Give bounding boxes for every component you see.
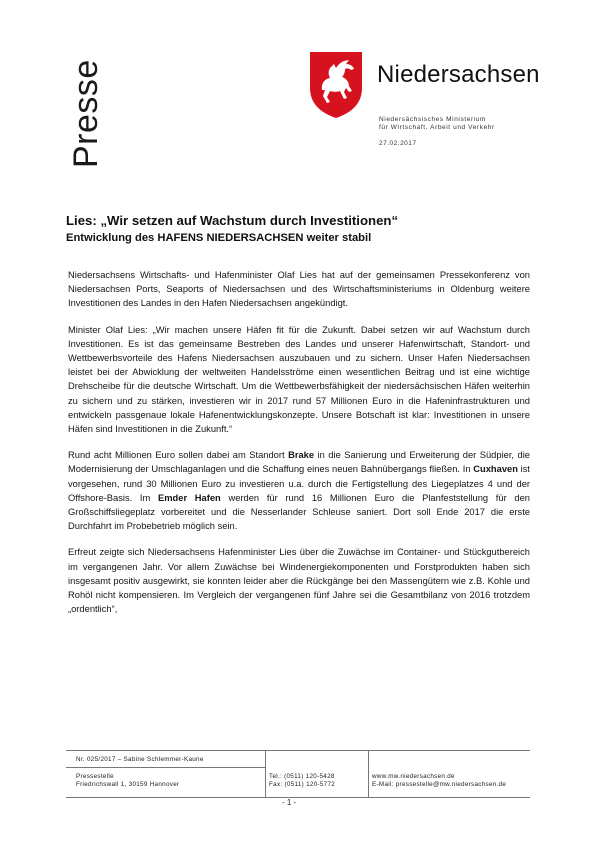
- ministry-name: [379, 116, 495, 132]
- state-name: Niedersachsen: [377, 61, 540, 88]
- footer-divider: [66, 767, 265, 768]
- presse-vertical-label: Presse: [67, 59, 105, 168]
- press-release-number: Nr. 025/2017 – Sabine Schlemmer-Kaune: [76, 756, 204, 763]
- page-number: - 1 -: [282, 798, 297, 807]
- location-cuxhaven: Cuxhaven: [473, 464, 518, 475]
- location-brake: Brake: [288, 450, 315, 461]
- lower-saxony-horse-coat-of-arms-icon: [308, 50, 364, 120]
- paragraph-2: Minister Olaf Lies: „Wir machen unsere Häfen fit für die Zukunft. Dabei setzen wir auf Wachstum durch Investitionen. Es ist das gemeinsame Bestreben des Landes und unserer Hafenwirtschaft, Standort- und Wettbewerbsvorteile des Hafens Niedersachsen auszubauen und zu sichern. Unser Hafen Niedersachsen leistet bei der Abwicklung der weltweiten Handelsströme einen wesentlichen Beitrag und ist eine wichtige Drehscheibe für die deutsche Wirtschaft. Um die Wettbewerbsfähigkeit der niedersächsischen Häfen weiterhin zu sichern und zu stärken, investieren wir in 2017 rund 57 Millionen Euro in die Hafeninfrastrukturen und entwickeln passgenaue lokale Hafenentwicklungskonzepte. Unsere Botschaft ist klar: Investitionen in unsere Häfen sind Investitionen in die Zukunft.“: [68, 324, 530, 435]
- office-address: Friedrichswall 1, 30159 Hannover: [76, 781, 180, 788]
- phone-number: Tel.: (0511) 120-5428: [269, 773, 335, 780]
- website-link[interactable]: www.mw.niedersachsen.de: [372, 773, 455, 780]
- ministry-line-1: Niedersächsisches Ministerium: [379, 116, 486, 123]
- footer-divider: [265, 751, 266, 797]
- fax-number: Fax: (0511) 120-5772: [269, 781, 336, 788]
- press-office-label: Pressestelle: [76, 773, 114, 780]
- paragraph-3: [68, 448, 530, 533]
- paragraph-1: Niedersachsens Wirtschafts- und Hafenminister Olaf Lies hat auf der gemeinsamen Pressekonferenz von Niedersachsen Ports, Seaports of Niedersachsen und des Wirtschaftsministeriums in Oldenburg weitere Investitionen des Landes in den Hafen Niedersachsen angekündigt.: [68, 270, 530, 309]
- paragraph-3-text: werden für rund 16 Millionen Euro die Planfeststellung für den Großschiffsliegeplatz vorbereitet und die Nesserlander Schleuse saniert. Dort soll Ende 2017 die erste Durchfahrt im Probebetrieb möglich sein.: [68, 492, 530, 532]
- paragraph-3-text: ist vorgesehen, rund 30 Millionen Euro zu investieren u.a. durch die Fertigstellung des Liegeplatzes 4 und der Offshore-Basis. Im: [68, 464, 530, 503]
- press-subtitle: Entwicklung des HAFENS NIEDERSACHSEN weiter stabil: [66, 232, 372, 244]
- footer-divider: [368, 751, 369, 797]
- location-emden: Emder Hafen: [158, 492, 221, 503]
- footer-contact-table: [66, 750, 530, 798]
- email-link[interactable]: E-Mail: pressestelle@mw.niedersachsen.de: [372, 781, 507, 788]
- press-body: [68, 268, 530, 628]
- press-title: Lies: „Wir setzen auf Wachstum durch Investitionen“: [66, 213, 399, 228]
- press-date: 27.02.2017: [379, 140, 417, 147]
- ministry-line-2: für Wirtschaft, Arbeit und Verkehr: [379, 124, 495, 131]
- paragraph-3-text: Rund acht Millionen Euro sollen dabei am Standort: [68, 450, 289, 461]
- paragraph-4: Erfreut zeigte sich Niedersachsens Hafenminister Lies über die Zuwächse im Container- und Stückgutbereich im vergangenen Jahr. Vor allem Zuwächse bei Windenergiekomponenten und Forstprodukten haben sich insgesamt positiv ausgewirkt, sie konnten leider aber die Rückgänge bei den Massengütern wie z.B. Kohle und Rohöl nicht kompensieren. Im Vergleich der vergangenen fünf Jahre sei die Gesamtbilanz von 2016 trotzdem „ordentlich“,: [68, 547, 530, 615]
- paragraph-3-text: in die Sanierung und Erweiterung der Südpier, die Modernisierung der Umschlaganlagen und die Schaffung eines neuen Bahnübergangs fließen. In: [68, 450, 530, 475]
- letterhead: [300, 36, 560, 166]
